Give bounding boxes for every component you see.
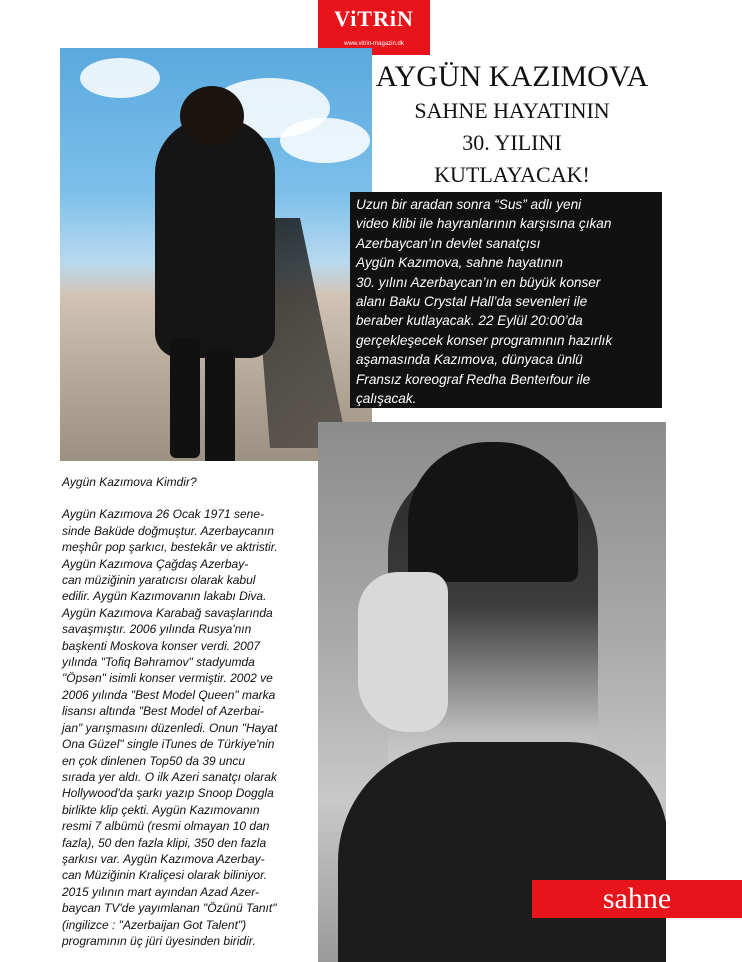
magazine-logo[interactable] bbox=[318, 0, 430, 55]
article-body bbox=[62, 474, 322, 949]
portrait-headpiece bbox=[408, 442, 578, 582]
figure-body bbox=[155, 118, 275, 358]
intro-box bbox=[350, 192, 662, 408]
bio-paragraph: Aygün Kazımova 26 Ocak 1971 sene- sinde Baküde doğmuştur. Azerbaycanın meşhûr pop şarkıcı, bestekâr ve aktristir. Aygün Kazımova Çağdaş Azerbay- can müziğinin yaratıcısı olarak kabul edilir. Aygün Kazımovanın lakabı Diva. Aygün Kazımova Karabağ savaşlarında savaşmıştır. 2006 yılında Rusya'nın başkenti Moskova konser verdi. 2007 yılında "Tofiq Bəhramov" stadyumda "Öpsən" isimli konser vermiştir. 2002 ve 2006 yılında "Best Model Queen" marka lisansı altında "Best Model of Azerbai- jan" yarışmasını düzenledi. Onun "Hayat Ona Güzel" single iTunes de Türkiye'nin en çok dinlenen Top50 da 39 uncu sırada yer aldı. O ilk Azeri sanatçı olarak Hollywood'da şarkı yazıp Snoop Doggla birlikte klip çekti. Aygün Kazımovanın resmi 7 albümü (resmi olmayan 10 dan fazla), 50 den fazla klipi, 350 den fazla şarkısı var. Aygün Kazımova Azerbay- can Müziğinin Kraliçesi olarak biliniyor. 2015 yılının mart ayından Azad Azer- baycan TV'de yayımlanan "Özünü Tanıt" (ingilizce : "Azerbaijan Got Talent") programının üç jüri üyesinden biridir. bbox=[62, 507, 278, 948]
figure-leg bbox=[205, 348, 235, 461]
logo-name: ViTRiN bbox=[334, 6, 414, 31]
section-tag[interactable] bbox=[532, 880, 742, 918]
title-line-4: KUTLAYACAK! bbox=[434, 162, 590, 187]
cloud-shape bbox=[280, 118, 370, 163]
figure-head bbox=[180, 86, 244, 146]
article-title bbox=[362, 60, 662, 190]
title-line-3: 30. YILINI bbox=[462, 130, 562, 155]
intro-text: Uzun bir aradan sonra “Sus” adlı yeni video klibi ile hayranlarının karşısına çıkan Azerbaycan’ın devlet sanatçısı Aygün Kazımova, sahne hayatının 30. yılını Azerbaycan’ın en büyük konser alanı Baku Crystal Hall’da sevenleri ile beraber kutlayacak. 22 Eylül 20:00’da gerçekleşecek konser programının hazırlık aşamasında Kazımova, dünyaca ünlü Fransız koreograf Redha Benteıfour ile çalışacak. bbox=[356, 197, 613, 407]
section-tag-label: sahne bbox=[602, 882, 672, 915]
bio-subheading: Aygün Kazımova Kimdir? bbox=[62, 475, 197, 489]
figure-leg bbox=[170, 338, 200, 458]
cloud-shape bbox=[80, 58, 160, 98]
title-line-2: SAHNE HAYATININ bbox=[414, 98, 610, 123]
portrait-face bbox=[358, 572, 448, 732]
portrait-body bbox=[338, 742, 666, 962]
feature-photo-full-body bbox=[60, 48, 372, 461]
logo-url: www.vitrin-magazin.dk bbox=[344, 41, 404, 47]
title-line-1: AYGÜN KAZIMOVA bbox=[375, 60, 649, 93]
